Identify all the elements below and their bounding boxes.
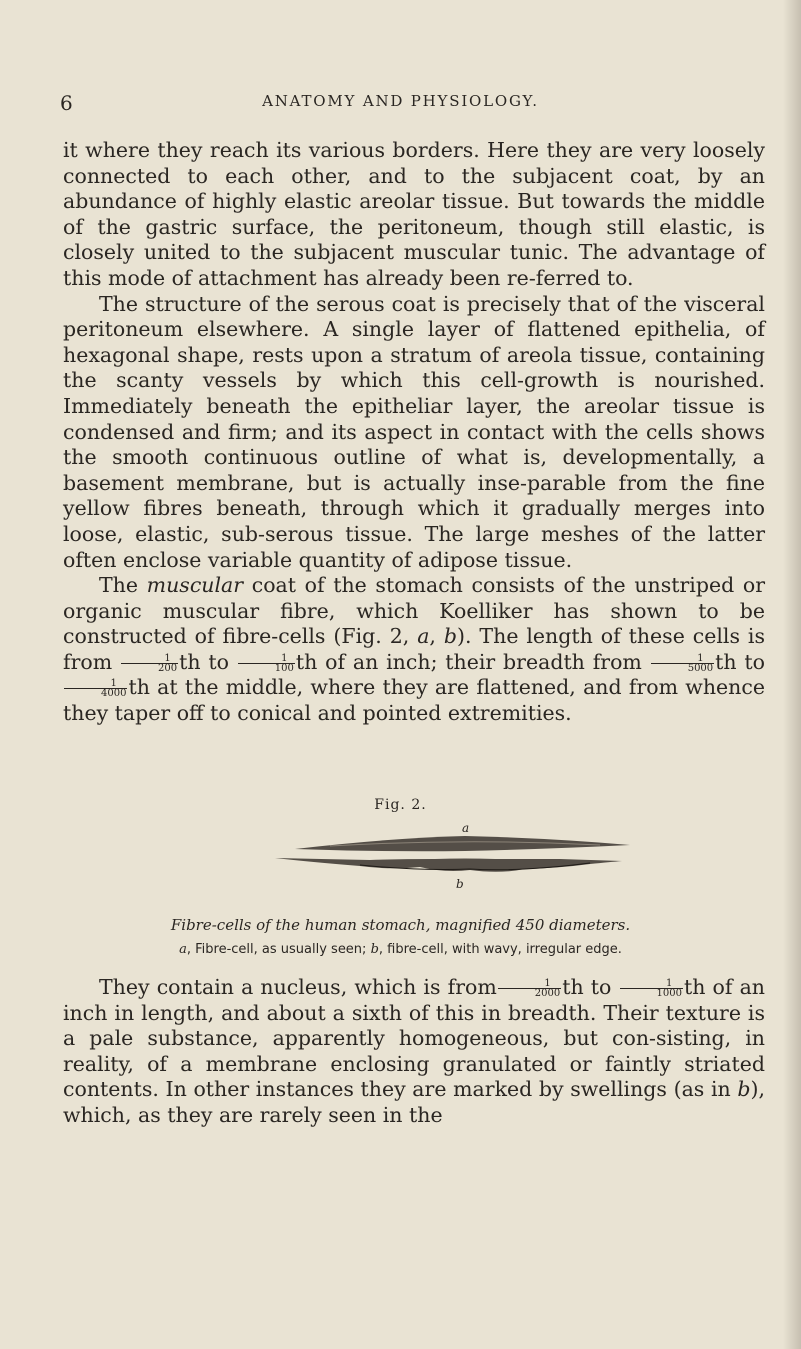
- fraction: $\frac{1}{2000}$: [498, 979, 561, 998]
- figure-letter-a: a: [462, 821, 470, 835]
- running-head: ANATOMY AND PHYSIOLOGY.: [262, 92, 539, 110]
- paragraph-1: it where they reach its various borders. Here they are very loosely connected to each other, and to the subjacent coat, by an abundance of highly elastic areolar tissue. But towards the middle of the gastric surface, the peritoneum, though still elastic, is closely united to the subjacent muscular tunic. The advantage of this mode of attachment has already been re-ferred to.: [63, 138, 765, 290]
- text-block-bottom: [63, 975, 765, 1129]
- page-edge-shadow: [783, 0, 801, 1349]
- figure-key: a, Fibre-cell, as usually seen; b, fibre-cell, with wavy, irregular edge.: [179, 942, 622, 957]
- fraction: $\frac{1}{200}$: [121, 654, 178, 673]
- figure-label: Fig. 2.: [374, 797, 427, 813]
- paragraph-4: They contain a nucleus, which is from $\frac{1}{2000}$ th to $\frac{1}{1000}$ th of an inch in length, and about a sixth of this in breadth. Their texture is a pale substance, apparently homogeneous, but con-sisting, in reality, of a membrane enclosing granulated or faintly striated contents. In other instances they are marked by swellings (as in b), which, as they are rarely seen in the: [63, 975, 765, 1127]
- fraction: $\frac{1}{1000}$: [620, 979, 683, 998]
- fraction: $\frac{1}{4000}$: [64, 679, 127, 698]
- figure-caption: Fibre-cells of the human stomach, magnified 450 diameters.: [170, 916, 631, 934]
- paragraph-3: The muscular coat of the stomach consists of the unstriped or organic muscular fibre, which Koelliker has shown to be constructed of fibre-cells (Fig. 2, a, b). The length of these cells is from $\frac{1}{200}$ th to $\frac{1}{100}$ th of an inch; their breadth from $\frac{1}{5000}$ th to $\frac{1}{4000}$ th at the middle, where they are flattened, and from whence they taper off to conical and pointed extremities.: [63, 573, 765, 726]
- emphasis-muscular: muscular: [146, 573, 244, 598]
- fraction: $\frac{1}{100}$: [238, 654, 295, 673]
- figure-letter-b: b: [456, 877, 464, 891]
- paragraph-2: The structure of the serous coat is precisely that of the visceral peritoneum elsewhere. A single layer of flattened epithelia, of hexagonal shape, rests upon a stratum of areola tissue, containing the scanty vessels by which this cell-growth is nourished. Immediately beneath the epitheliar layer, the areolar tissue is condensed and firm; and its aspect in contact with the cells shows the smooth continuous outline of what is, developmentally, a basement membrane, but is actually inse-parable from the fine yellow fibres beneath, through which it gradually merges into loose, elastic, sub-serous tissue. The large meshes of the latter often enclose variable quantity of adipose tissue.: [63, 291, 765, 572]
- fraction: $\frac{1}{5000}$: [651, 654, 714, 673]
- page-number: 6: [60, 91, 73, 115]
- text-block-top: [63, 138, 765, 727]
- fibre-cells-illustration: [270, 818, 650, 894]
